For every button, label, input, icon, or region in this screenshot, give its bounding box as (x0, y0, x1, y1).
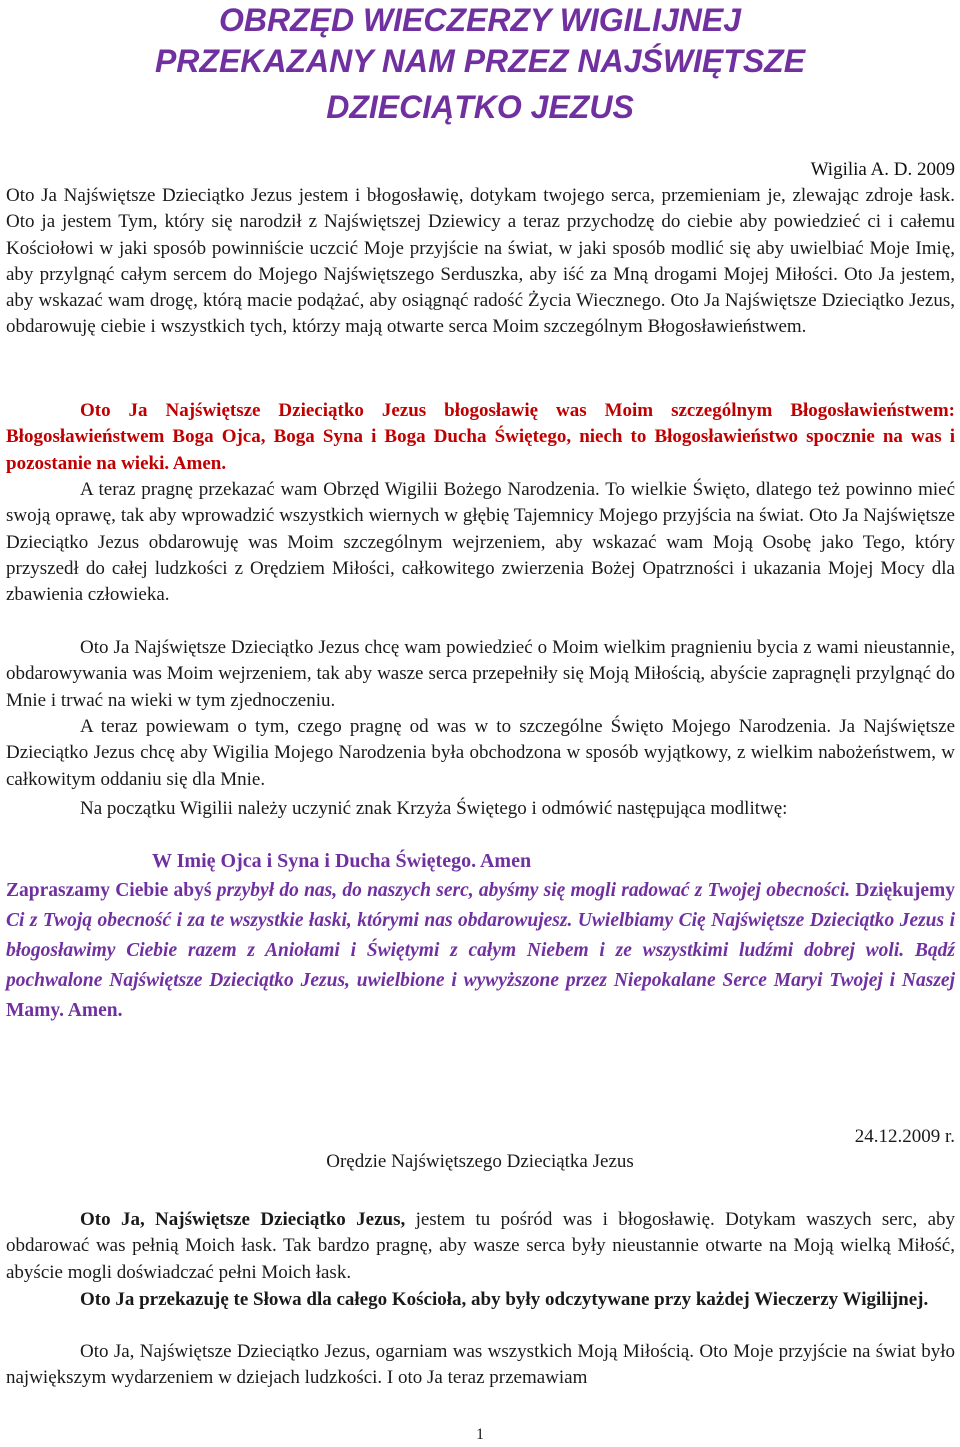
page-number: 1 (476, 1426, 484, 1443)
signature-line: Wigilia A. D. 2009 (810, 159, 955, 180)
title-line-2: PRZEKAZANY NAM PRZEZ NAJŚWIĘTSZE (154, 43, 806, 79)
message-paragraph-1 (6, 1207, 955, 1286)
paragraph-vigil: A teraz powiewam o tym, czego pragnę od was w to szczególne Święto Mojego Narodzenia. Ja Najświętsze Dzieciątko Jezus chcę aby Wigilia Mojego Narodzenia była obchodzona w sposób wyjątkowy, z wielkim nabożeństwem, w całkowitym oddaniu się dla Mnie. (6, 716, 955, 790)
message-title: Orędzie Najświętszego Dzieciątka Jezus (326, 1151, 634, 1172)
prayer-seg-5: Mamy. Amen. (6, 1000, 123, 1021)
prayer-seg-2: przybył do nas, do naszych serc, abyśmy się mogli radować z Twojej obecności. (216, 880, 851, 901)
paragraph-rite: A teraz pragnę przekazać wam Obrzęd Wigilii Bożego Narodzenia. To wielkie Święto, dlatego też powinno mieć swoją oprawę, tak aby wprowadzić wszystkich wiernych w głębię Tajemnicy Mojego przyjścia na świat. Oto Ja Najświętsze Dzieciątko Jezus obdarowuję was Moim szczególnym wejrzeniem, aby wskazać wam Moją Osobę jako Tego, który przyszedł do całej ludzkości z Orędziem Miłości, całkowitego zwierzenia Bożej Opatrzności i ukazania Mojej Mocy dla zbawienia człowieka. (6, 479, 955, 606)
message-p1-rest: jestem tu pośród was i błogosławię. Dotykam waszych serc, aby obdarować was pełnią Moich łask. Tak bardzo pragnę, aby wasze serca były nieustannie otwarte na Moją wielką Miłość, abyście mogli doświadczać pełni Moich łask. (6, 1209, 956, 1283)
prayer-heading: W Imię Ojca i Syna i Ducha Świętego. Amen (152, 850, 532, 872)
prayer-seg-1: Zapraszamy Ciebie abyś (6, 880, 212, 901)
prayer-seg-3: Dziękujemy (855, 880, 956, 901)
message-paragraph-3: Oto Ja, Najświętsze Dzieciątko Jezus, ogarniam was wszystkich Moją Miłością. Oto Moje przyjście na świat było największym wydarzeniem w dziejach ludzkości. I oto Ja teraz przemawiam (6, 1341, 955, 1389)
message-p1-bold: Oto Ja, Najświętsze Dzieciątko Jezus, (80, 1209, 406, 1230)
paragraph-desire: Oto Ja Najświętsze Dzieciątko Jezus chcę wam powiedzieć o Moim wielkim pragnieniu bycia z wami nieustannie, obdarowywania was Moim wejrzeniem, tak aby wasze serca przepełniły się Moją Miłością, abyście zapragnęli przylgnąć do Mnie i trwać na wieki w tym zjednoczeniu. (6, 637, 955, 711)
paragraph-blessing: Oto Ja Najświętsze Dzieciątko Jezus błogosławię was Moim szczególnym Błogosławieństwem: Błogosławieństwem Boga Ojca, Boga Syna i Boga Ducha Świętego, niech to Błogosławieństwo spocznie na was i pozostanie na wieki. Amen. (6, 400, 955, 474)
paragraph-intro: Oto Ja Najświętsze Dzieciątko Jezus jestem i błogosławię, dotykam twojego serca, przemieniam je, zlewając zdroje łask. Oto ja jestem Tym, który się narodził z Najświętszej Dziewicy a teraz przychodzę do ciebie aby powiedzieć ci i całemu Kościołowi w jaki sposób powinniście uczcić Moje przyjście na świat, w jaki sposób modlić się aby uwielbiać Moje Imię, aby przylgnąć całym sercem do Mojego Najświętszego Serduszka, aby iść za Mną drogami Mojej Miłości. Oto Ja jestem, aby wskazać wam drogę, którą macie podążać, aby osiągnąć radość Życia Wiecznego. Oto Ja Najświętsze Dzieciątko Jezus, obdarowuję ciebie i wszystkich tych, którzy mają otwarte serca Moim szczególnym Błogosławieństwem. (6, 185, 955, 338)
paragraph-instruction: Na początku Wigilii należy uczynić znak Krzyża Świętego i odmówić następująca modlitwę: (80, 798, 788, 819)
title-line-3: DZIECIĄTKO JEZUS (326, 89, 634, 125)
message-date: 24.12.2009 r. (854, 1126, 955, 1147)
title-line-1: OBRZĘD WIECZERZY WIGILIJNEJ (218, 2, 742, 38)
prayer-text (6, 876, 955, 1026)
prayer-seg-4: Ci z Twoją obecność i za te wszystkie łaski, którymi nas obdarowujesz. Uwielbiamy Cię Najświętsze Dzieciątko Jezus i błogosławimy Ciebie razem z Aniołami i Świętymi z całym Niebem i ze wszystkimi ludźmi dobrej woli. Bądź pochwalone Najświętsze Dzieciątko Jezus, uwielbione i wywyższone przez Niepokalane Serce Maryi Twojej i Naszej (6, 910, 955, 991)
message-paragraph-2: Oto Ja przekazuję te Słowa dla całego Kościoła, aby były odczytywane przy każdej Wieczerzy Wigilijnej. (80, 1289, 929, 1310)
